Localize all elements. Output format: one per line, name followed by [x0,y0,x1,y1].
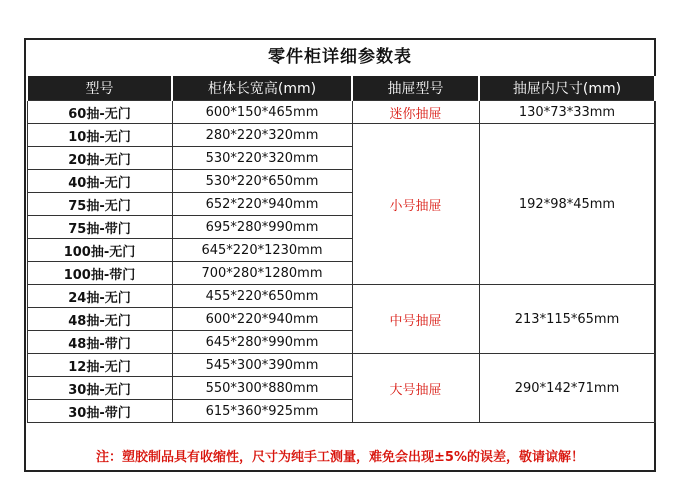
cell-cabinet-size: 530*220*650mm [172,170,352,193]
table-row [27,354,655,377]
disclaimer-note: 注：塑胶制品具有收缩性，尺寸为纯手工测量，难免会出现±5%的误差，敬请谅解！ [96,450,584,465]
cell-drawer-type: 小号抽屉 [352,124,479,285]
cell-drawer-size: 213*115*65mm [479,285,655,354]
cell-cabinet-size: 455*220*650mm [172,285,352,308]
cell-model: 40抽-无门 [27,170,172,193]
table-body [27,101,655,423]
cell-drawer-type: 大号抽屉 [352,354,479,423]
header-drawer-size: 抽屉内尺寸(mm) [479,76,655,101]
cell-model: 75抽-带门 [27,216,172,239]
header-row [27,76,655,101]
cell-drawer-size: 192*98*45mm [479,124,655,285]
spec-table [26,76,656,423]
header-drawer-type: 抽屉型号 [352,76,479,101]
cell-model: 48抽-无门 [27,308,172,331]
cell-model: 30抽-带门 [27,400,172,423]
cell-cabinet-size: 700*280*1280mm [172,262,352,285]
cell-model: 10抽-无门 [27,124,172,147]
table-row [27,124,655,147]
cell-cabinet-size: 615*360*925mm [172,400,352,423]
cell-model: 12抽-无门 [27,354,172,377]
cell-model: 75抽-无门 [27,193,172,216]
cell-cabinet-size: 600*220*940mm [172,308,352,331]
page-title: 零件柜详细参数表 [268,47,412,67]
cell-cabinet-size: 550*300*880mm [172,377,352,400]
cell-cabinet-size: 695*280*990mm [172,216,352,239]
cell-cabinet-size: 545*300*390mm [172,354,352,377]
cell-model: 100抽-无门 [27,239,172,262]
table-row [27,285,655,308]
cell-drawer-type: 迷你抽屉 [352,101,479,124]
cell-drawer-size: 130*73*33mm [479,101,655,124]
cell-model: 20抽-无门 [27,147,172,170]
cell-drawer-type: 中号抽屉 [352,285,479,354]
cell-cabinet-size: 645*220*1230mm [172,239,352,262]
cell-cabinet-size: 280*220*320mm [172,124,352,147]
cell-model: 60抽-无门 [27,101,172,124]
header-model: 型号 [27,76,172,101]
table-row [27,101,655,124]
cell-model: 48抽-带门 [27,331,172,354]
header-cabinet-size: 柜体长宽高(mm) [172,76,352,101]
cell-cabinet-size: 645*280*990mm [172,331,352,354]
cell-model: 30抽-无门 [27,377,172,400]
cell-cabinet-size: 530*220*320mm [172,147,352,170]
cell-model: 24抽-无门 [27,285,172,308]
cell-cabinet-size: 600*150*465mm [172,101,352,124]
cell-model: 100抽-带门 [27,262,172,285]
cell-cabinet-size: 652*220*940mm [172,193,352,216]
cell-drawer-size: 290*142*71mm [479,354,655,423]
